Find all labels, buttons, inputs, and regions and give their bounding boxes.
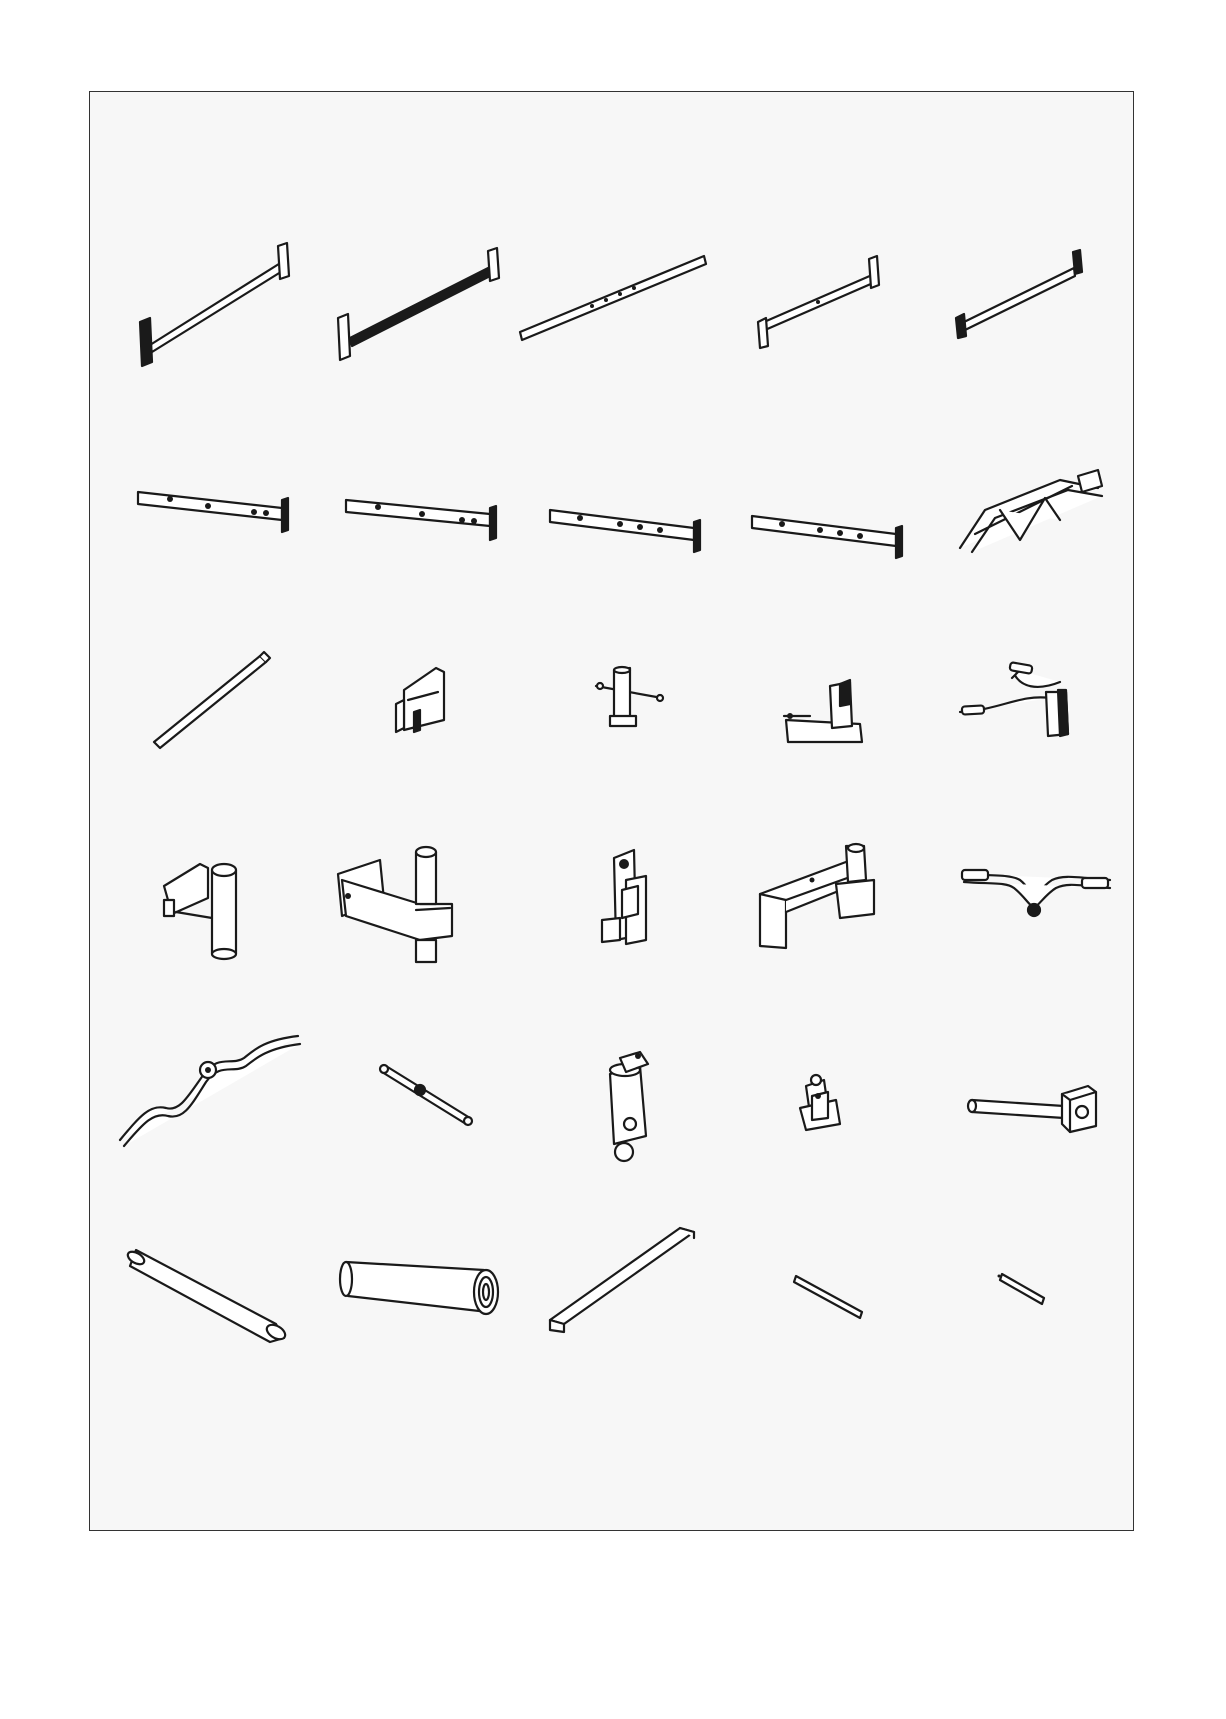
round-tube-icon [126,1249,288,1342]
spotter-arm-icon [760,844,874,948]
tube-with-endplate-icon [550,510,700,552]
tube-with-endplate-icon [752,516,902,558]
short-crossbar-icon [758,256,879,348]
short-crossbar-icon [956,250,1082,338]
perforated-rod-icon [520,256,706,340]
straight-cable-bar-icon [380,1065,472,1125]
double-weight-horn-icon [338,847,452,962]
pulley-bracket-icon [602,850,646,944]
lat-bar-icon [962,870,1110,916]
small-bracket-icon [800,1075,840,1130]
long-crossbar-with-brackets-icon [338,248,499,360]
pin-bracket-icon [596,667,663,726]
long-crossbar-with-brackets-icon [140,243,289,366]
weight-horn-bracket-icon [164,864,236,959]
weight-sleeve-icon [340,1262,498,1314]
cable-sleeve-icon [610,1052,648,1161]
ez-curl-bar-icon [120,1036,300,1146]
tube-with-endplate-icon [138,492,288,532]
tube-with-endplate-icon [346,500,496,540]
base-bracket-icon [784,680,862,742]
storage-peg-icon [968,1086,1096,1132]
square-rod-icon [154,652,270,748]
multi-grip-pullup-bar-icon [960,470,1102,552]
short-pin-icon [998,1274,1045,1304]
j-hook-bracket-icon [396,668,444,732]
flat-strap-icon [550,1228,694,1332]
dip-handle-icon [960,662,1068,736]
short-pin-icon [794,1276,862,1318]
